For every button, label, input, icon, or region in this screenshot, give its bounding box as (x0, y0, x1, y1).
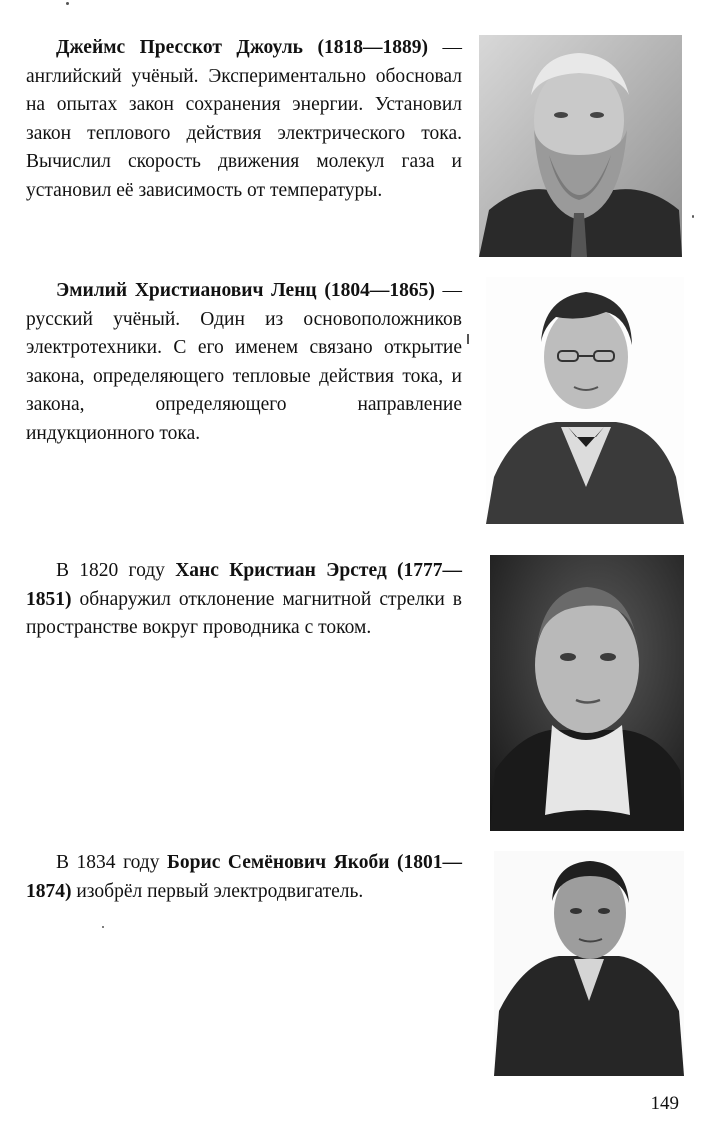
scientist-name: Джеймс Пресскот Джоуль (1818—1889) (56, 37, 428, 58)
portrait-lenz (486, 277, 684, 524)
bio-text-joule (26, 34, 462, 205)
bio-text-oersted (26, 557, 462, 643)
scientist-name: Эмилий Христианович Ленц (1804—1865) (56, 280, 435, 301)
scan-speck (692, 215, 694, 218)
bio-description: обнаружил отклонение магнитной стрелки в пространстве вокруг проводника с током. (26, 588, 462, 638)
oersted-portrait-icon (490, 555, 684, 831)
bio-text-lenz (26, 277, 462, 448)
joule-portrait-icon (479, 35, 682, 257)
bio-lead: В 1820 году (56, 560, 176, 581)
scientist-name: Ханс Кристиан Эрстед (1777—1851) (26, 560, 462, 610)
bio-description: — русский учёный. Один из основоположников электротехники. С его именем связано открытие закона, определяющего тепловые действия тока, и закона, определяющего направление индукционного тока. (26, 280, 462, 444)
scan-speck (467, 334, 469, 344)
scan-speck (66, 2, 69, 5)
bio-text-jacobi (26, 849, 462, 906)
jacobi-portrait-icon (494, 851, 684, 1076)
portrait-jacobi (494, 851, 684, 1076)
scientist-name: Борис Семёнович Якоби (1801—1874) (26, 852, 462, 902)
page-number: 149 (650, 1093, 679, 1114)
bio-lead: В 1834 году (56, 852, 168, 873)
bio-description: — английский учёный. Экспериментально обосновал на опытах закон сохранения энергии. Установил закон теплового действия электрического тока. Вычислил скорость движения молекул газа и установил её зависимость от температуры. (26, 37, 462, 201)
scan-speck (102, 926, 104, 928)
portrait-oersted (490, 555, 684, 831)
bio-description: изобрёл первый электродвигатель. (71, 880, 364, 902)
portrait-joule (479, 35, 682, 257)
lenz-portrait-icon (486, 277, 684, 524)
